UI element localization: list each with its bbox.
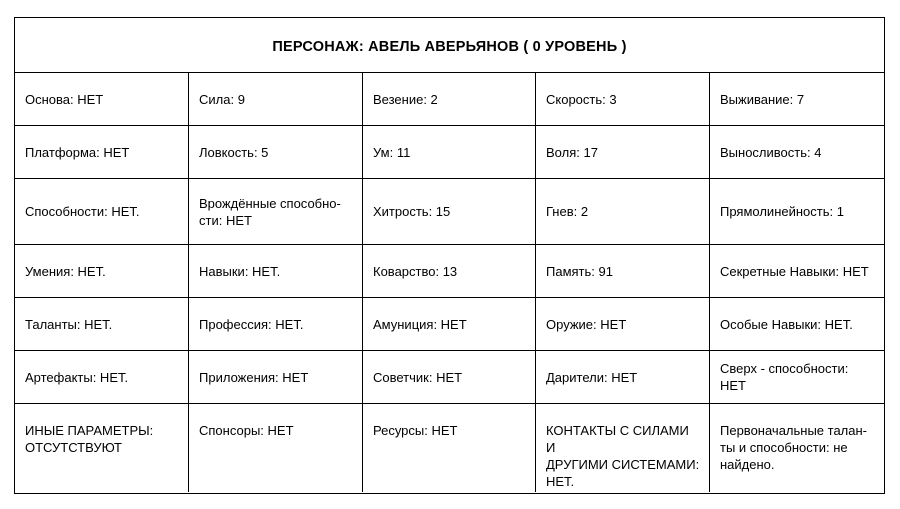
table-cell — [189, 351, 363, 404]
table-cell — [189, 179, 363, 245]
cell-text: Оружие: НЕТ — [546, 316, 627, 332]
cell-text: Первоначальные талан- ты и способности: не найдено. — [720, 423, 868, 472]
table-cell — [710, 126, 884, 179]
character-title: ПЕРСОНАЖ: АВЕЛЬ АВЕРЬЯНОВ ( 0 УРОВЕНЬ ) — [272, 38, 627, 55]
table-cell — [189, 73, 363, 126]
cell-text: Скорость: 3 — [546, 91, 617, 107]
table-cell — [363, 245, 536, 298]
cell-text: Особые Навыки: НЕТ. — [720, 316, 853, 332]
cell-text: Профессия: НЕТ. — [199, 316, 304, 332]
table-cell — [363, 298, 536, 351]
table-cell — [536, 179, 710, 245]
cell-text: Ум: 11 — [373, 144, 411, 160]
cell-text: Ресурсы: НЕТ — [373, 423, 458, 438]
table-cell — [363, 126, 536, 179]
attributes-grid — [15, 73, 884, 492]
table-cell — [710, 73, 884, 126]
cell-text: Хитрость: 15 — [373, 204, 451, 219]
table-cell — [15, 245, 189, 298]
cell-text: Умения: НЕТ. — [25, 263, 106, 279]
cell-text: Выносливость: 4 — [720, 144, 822, 160]
table-cell — [363, 404, 536, 492]
table-cell — [15, 351, 189, 404]
table-cell — [710, 298, 884, 351]
cell-text: Сила: 9 — [199, 91, 245, 107]
table-cell — [15, 404, 189, 492]
table-cell — [710, 179, 884, 245]
table-cell — [15, 126, 189, 179]
cell-text: ИНЫЕ ПАРАМЕТРЫ: ОТСУТСТВУЮТ — [25, 423, 154, 455]
cell-text: Основа: НЕТ — [25, 91, 104, 107]
table-cell — [363, 73, 536, 126]
title-row — [15, 18, 884, 73]
cell-text: Коварство: 13 — [373, 263, 458, 279]
character-sheet-table — [14, 17, 885, 494]
cell-text: Гнев: 2 — [546, 204, 589, 219]
cell-text: Приложения: НЕТ — [199, 369, 309, 385]
cell-text: Способности: НЕТ. — [25, 204, 140, 219]
cell-text: КОНТАКТЫ С СИЛАМИ И ДРУГИМИ СИСТЕМАМИ: НЕТ. — [546, 423, 700, 489]
cell-text: Прямолинейность: 1 — [720, 204, 844, 219]
cell-text: Воля: 17 — [546, 144, 598, 160]
cell-text: Память: 91 — [546, 263, 613, 279]
table-cell — [536, 404, 710, 492]
cell-text: Навыки: НЕТ. — [199, 263, 281, 279]
table-cell — [189, 298, 363, 351]
cell-text: Ловкость: 5 — [199, 144, 269, 160]
table-cell — [710, 245, 884, 298]
table-cell — [15, 179, 189, 245]
table-cell — [189, 245, 363, 298]
cell-text: Платформа: НЕТ — [25, 144, 130, 160]
cell-text: Советчик: НЕТ — [373, 369, 463, 385]
table-cell — [536, 73, 710, 126]
table-cell — [189, 126, 363, 179]
cell-text: Спонсоры: НЕТ — [199, 423, 294, 438]
table-cell — [536, 351, 710, 404]
table-cell — [536, 298, 710, 351]
table-cell — [536, 126, 710, 179]
table-cell — [710, 351, 884, 404]
cell-text: Амуниция: НЕТ — [373, 316, 467, 332]
table-cell — [710, 404, 884, 492]
cell-text: Таланты: НЕТ. — [25, 316, 113, 332]
cell-text: Выживание: 7 — [720, 91, 805, 107]
table-cell — [15, 73, 189, 126]
table-cell — [536, 245, 710, 298]
table-cell — [15, 298, 189, 351]
cell-text: Секретные Навыки: НЕТ — [720, 263, 869, 279]
cell-text: Сверх - способности: НЕТ — [720, 361, 849, 393]
table-cell — [363, 179, 536, 245]
cell-text: Врождённые способно- сти: НЕТ — [199, 195, 341, 228]
cell-text: Дарители: НЕТ — [546, 369, 638, 385]
cell-text: Везение: 2 — [373, 91, 438, 107]
table-cell — [189, 404, 363, 492]
cell-text: Артефакты: НЕТ. — [25, 369, 129, 385]
table-cell — [363, 351, 536, 404]
